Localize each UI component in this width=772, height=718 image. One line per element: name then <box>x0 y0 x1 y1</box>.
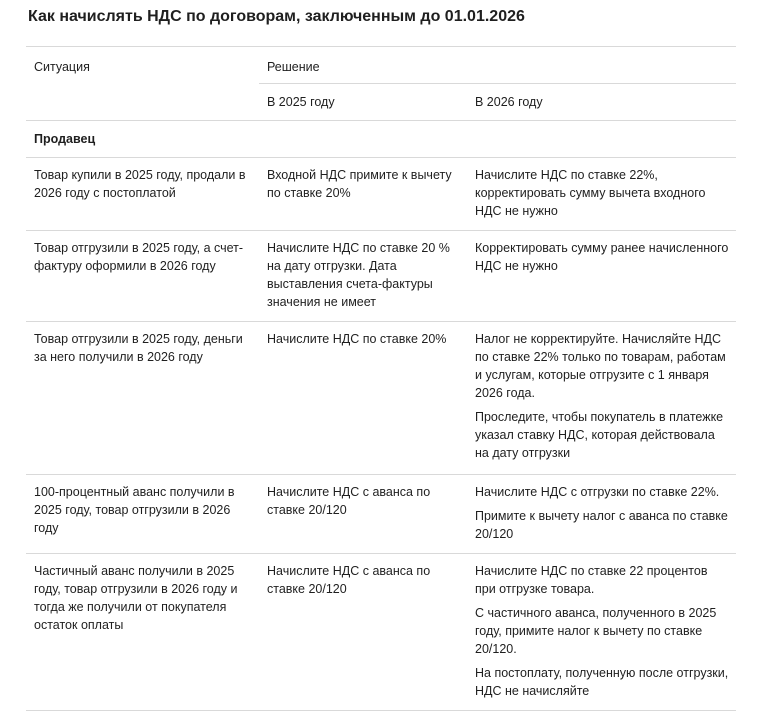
cell-situation: Товар отгрузили в 2025 году, а счет-фактуру оформили в 2026 году <box>26 231 259 322</box>
cell-2026 <box>467 322 736 475</box>
cell-2026-paragraph: Налог не корректируйте. Начисляйте НДС по ставке 22% только по товарам, работам и услугам, которые отгрузите с 1 января 2026 года. <box>475 332 726 400</box>
table-header-row <box>26 47 736 84</box>
cell-2026-paragraph: Начислите НДС с отгрузки по ставке 22%. <box>475 485 720 499</box>
header-year-2026: В 2026 году <box>467 84 736 121</box>
cell-2026-paragraph: С частичного аванса, полученного в 2025 году, примите налог к вычету по ставке 20/120. <box>475 606 717 656</box>
cell-2026-paragraph: Начислите НДС по ставке 22 процентов при отгрузке товара. <box>475 564 708 596</box>
table-row <box>26 158 736 231</box>
table-row <box>26 554 736 711</box>
cell-situation: 100-процентный аванс получили в 2025 году, товар отгрузили в 2026 году <box>26 475 259 554</box>
cell-2026-paragraph: Корректировать сумму ранее начисленного НДС не нужно <box>475 241 729 273</box>
section-row-seller <box>26 121 736 158</box>
cell-2026 <box>467 475 736 554</box>
cell-2025: Начислите НДС по ставке 20% <box>259 322 467 475</box>
cell-2026 <box>467 158 736 231</box>
page-title: Как начислять НДС по договорам, заключенным до 01.01.2026 <box>28 8 525 25</box>
cell-situation: Частичный аванс получили в 2025 году, товар отгрузили в 2026 году и тогда же получили от покупателя остаток оплаты <box>26 554 259 711</box>
header-year-2025: В 2025 году <box>259 84 467 121</box>
vat-rules-table <box>26 46 736 711</box>
cell-2026 <box>467 231 736 322</box>
cell-situation: Товар купили в 2025 году, продали в 2026 году с постоплатой <box>26 158 259 231</box>
table-row <box>26 475 736 554</box>
table-row <box>26 231 736 322</box>
cell-2026-paragraph: Проследите, чтобы покупатель в платежке указал ставку НДС, которая действовала на дату отгрузки <box>475 410 724 460</box>
cell-2026-paragraph: Примите к вычету налог с аванса по ставке 20/120 <box>475 509 728 541</box>
cell-2026 <box>467 554 736 711</box>
cell-2025: Входной НДС примите к вычету по ставке 20% <box>259 158 467 231</box>
table-row <box>26 322 736 475</box>
cell-2025: Начислите НДС по ставке 20 % на дату отгрузки. Дата выставления счета-фактуры значения не имеет <box>259 231 467 322</box>
cell-2025: Начислите НДС с аванса по ставке 20/120 <box>259 554 467 711</box>
section-label: Продавец <box>26 121 736 158</box>
header-situation: Ситуация <box>26 47 259 121</box>
cell-situation: Товар отгрузили в 2025 году, деньги за него получили в 2026 году <box>26 322 259 475</box>
cell-2026-paragraph: На постоплату, полученную после отгрузки, НДС не начисляйте <box>475 666 729 698</box>
header-decision: Решение <box>259 47 736 84</box>
cell-2026-paragraph: Начислите НДС по ставке 22%, корректировать сумму вычета входного НДС не нужно <box>475 168 706 218</box>
cell-2025: Начислите НДС с аванса по ставке 20/120 <box>259 475 467 554</box>
